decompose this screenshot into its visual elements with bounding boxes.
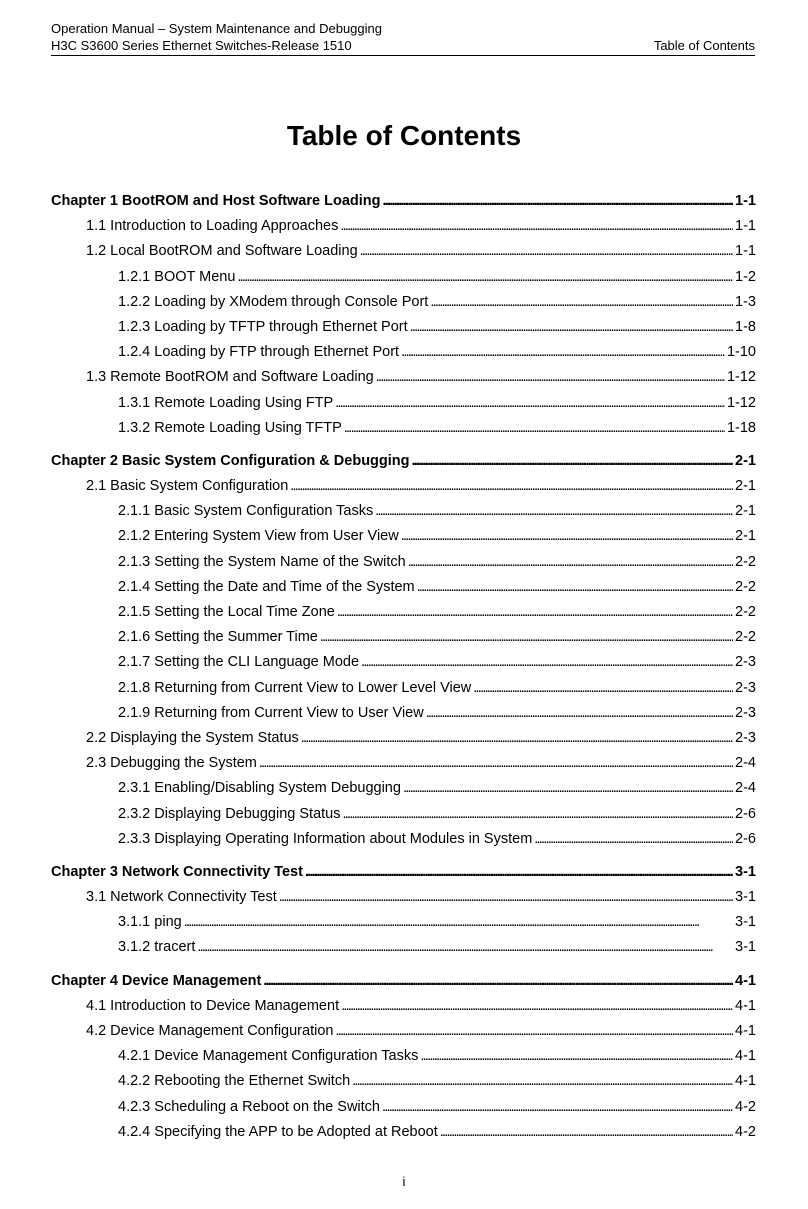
toc-entry-title: 4.2.1 Device Management Configuration Tasks: [118, 1048, 419, 1065]
page-number: i: [402, 1174, 406, 1189]
toc-dot-leader: [440, 1120, 733, 1145]
toc-entry-title: 2.1.4 Setting the Date and Time of the System: [118, 578, 415, 595]
toc-entry-page: 1-2: [735, 268, 756, 285]
table-of-contents: [51, 189, 756, 1145]
toc-entry-title: 4.2 Device Management Configuration: [86, 1023, 334, 1039]
toc-subsection-entry[interactable]: [51, 1095, 756, 1120]
toc-dot-leader: [534, 827, 733, 852]
toc-dot-leader: [430, 290, 733, 315]
toc-dot-leader: [376, 365, 725, 390]
toc-section-entry[interactable]: [51, 726, 756, 751]
toc-dot-leader: [337, 600, 733, 625]
toc-subsection-entry[interactable]: [51, 265, 756, 290]
toc-subsection-entry[interactable]: [51, 315, 756, 340]
toc-entry-page: 3-1: [735, 914, 756, 931]
toc-dot-leader: [335, 391, 725, 416]
toc-dot-leader: [473, 676, 733, 701]
header-product: H3C S3600 Series Ethernet Switches-Release 1510: [51, 38, 352, 53]
toc-dot-leader: [382, 1095, 733, 1120]
toc-dot-leader: [259, 751, 733, 776]
toc-subsection-entry[interactable]: [51, 910, 756, 935]
toc-dot-leader: [412, 449, 734, 474]
toc-entry-title: 2.3.3 Displaying Operating Information about Modules in System: [118, 830, 533, 847]
toc-entry-page: 4-1: [735, 972, 756, 989]
toc-entry-title: 2.2 Displaying the System Status: [86, 729, 299, 746]
toc-entry-title: 2.1 Basic System Configuration: [86, 478, 289, 495]
toc-subsection-entry[interactable]: [51, 600, 756, 625]
toc-subsection-entry[interactable]: [51, 391, 756, 416]
toc-dot-leader: [375, 499, 733, 524]
toc-dot-leader: [352, 1069, 733, 1094]
toc-dot-leader: [426, 701, 733, 726]
toc-entry-title: 2.3.1 Enabling/Disabling System Debugging: [118, 780, 401, 797]
toc-entry-page: 1-8: [735, 318, 756, 335]
toc-entry-page: 2-4: [735, 780, 756, 797]
toc-subsection-entry[interactable]: [51, 625, 756, 650]
toc-entry-page: 4-2: [735, 1123, 756, 1140]
toc-entry-page: 2-2: [735, 604, 756, 620]
toc-entry-page: 4-1: [735, 1073, 756, 1090]
toc-entry-title: 3.1 Network Connectivity Test: [86, 889, 277, 906]
toc-entry-title: 2.1.7 Setting the CLI Language Mode: [118, 654, 360, 671]
header-manual-title: Operation Manual – System Maintenance and Debugging: [51, 21, 382, 36]
toc-entry-title: 4.2.3 Scheduling a Reboot on the Switch: [118, 1098, 380, 1115]
toc-entry-page: 4-1: [735, 997, 756, 1014]
toc-subsection-entry[interactable]: [51, 575, 756, 600]
toc-dot-leader: [197, 935, 733, 960]
toc-entry-title: 4.1 Introduction to Device Management: [86, 997, 340, 1014]
toc-entry-title: 1.2 Local BootROM and Software Loading: [86, 243, 358, 260]
toc-section-entry[interactable]: [51, 751, 756, 776]
toc-entry-title: 3.1.1 ping: [118, 914, 182, 931]
toc-dot-leader: [290, 474, 733, 499]
header-row: [51, 37, 755, 54]
toc-entry-page: 1-10: [726, 344, 756, 361]
toc-entry-title: 1.1 Introduction to Loading Approaches: [86, 218, 339, 235]
toc-entry-title: 1.3 Remote BootROM and Software Loading: [86, 369, 374, 386]
toc-entry-page: 2-6: [735, 805, 756, 822]
toc-section-entry[interactable]: [51, 474, 756, 499]
toc-entry-title: 2.3.2 Displaying Debugging Status: [118, 805, 341, 822]
toc-subsection-entry[interactable]: [51, 676, 756, 701]
toc-entry-page: 2-1: [735, 478, 756, 495]
toc-entry-page: 3-1: [735, 889, 756, 906]
toc-dot-leader: [342, 802, 733, 827]
toc-dot-leader: [360, 239, 733, 264]
toc-entry-page: 2-1: [735, 528, 756, 545]
toc-entry-title: 1.2.3 Loading by TFTP through Ethernet Port: [118, 318, 408, 335]
toc-entry-page: 3-1: [735, 939, 756, 956]
toc-section-entry[interactable]: [51, 365, 756, 390]
toc-dot-leader: [420, 1044, 733, 1069]
toc-entry-title: 4.2.4 Specifying the APP to be Adopted at Reboot: [118, 1123, 438, 1140]
toc-dot-leader: [279, 885, 733, 910]
toc-entry-title: Chapter 3 Network Connectivity Test: [51, 863, 303, 880]
toc-entry-page: 2-6: [735, 830, 756, 847]
toc-chapter-entry[interactable]: [51, 860, 756, 885]
toc-entry-page: 1-12: [726, 369, 756, 386]
toc-subsection-entry[interactable]: [51, 340, 756, 365]
toc-subsection-entry[interactable]: [51, 550, 756, 575]
toc-subsection-entry[interactable]: [51, 827, 756, 852]
toc-dot-leader: [320, 625, 733, 650]
toc-subsection-entry[interactable]: [51, 416, 756, 441]
toc-subsection-entry[interactable]: [51, 776, 756, 801]
toc-entry-title: 2.1.1 Basic System Configuration Tasks: [118, 503, 374, 520]
toc-entry-title: 1.2.2 Loading by XModem through Console Port: [118, 293, 429, 310]
toc-entry-title: 2.1.2 Entering System View from User View: [118, 528, 399, 545]
toc-entry-title: 4.2.2 Rebooting the Ethernet Switch: [118, 1073, 351, 1090]
toc-entry-page: 4-1: [735, 1048, 756, 1065]
toc-chapter-entry[interactable]: [51, 969, 756, 994]
toc-entry-title: 2.1.9 Returning from Current View to User View: [118, 704, 424, 721]
toc-dot-leader: [417, 575, 733, 600]
toc-entry-page: 2-3: [735, 679, 756, 696]
toc-entry-title: 2.1.3 Setting the System Name of the Switch: [118, 553, 406, 570]
toc-dot-leader: [403, 776, 733, 801]
header-section: Table of Contents: [653, 38, 755, 53]
toc-subsection-entry[interactable]: [51, 290, 756, 315]
toc-dot-leader: [344, 416, 725, 441]
toc-dot-leader: [184, 910, 733, 935]
toc-entry-title: 2.1.8 Returning from Current View to Lower Level View: [118, 679, 472, 696]
toc-entry-page: 1-1: [735, 243, 756, 260]
toc-section-entry[interactable]: [51, 1019, 756, 1044]
toc-entry-page: 1-1: [735, 218, 756, 235]
toc-entry-page: 2-3: [735, 654, 756, 671]
toc-entry-title: Chapter 4 Device Management: [51, 972, 262, 989]
toc-section-entry[interactable]: [51, 885, 756, 910]
toc-entry-page: 2-3: [735, 704, 756, 721]
toc-entry-page: 1-18: [726, 419, 756, 436]
toc-subsection-entry[interactable]: [51, 802, 756, 827]
toc-entry-page: 2-1: [735, 503, 756, 520]
toc-entry-page: 2-2: [735, 629, 756, 646]
toc-dot-leader: [335, 1019, 733, 1044]
toc-entry-page: 1-1: [735, 193, 756, 209]
toc-dot-leader: [382, 189, 733, 214]
toc-entry-title: 1.3.2 Remote Loading Using TFTP: [118, 419, 342, 436]
toc-entry-page: 2-2: [735, 578, 756, 595]
toc-subsection-entry[interactable]: [51, 701, 756, 726]
toc-entry-page: 4-1: [735, 1023, 756, 1039]
toc-entry-page: 3-1: [735, 863, 756, 880]
page-header: [51, 20, 755, 56]
toc-dot-leader: [410, 315, 733, 340]
toc-subsection-entry[interactable]: [51, 1044, 756, 1069]
toc-dot-leader: [408, 550, 733, 575]
toc-entry-title: Chapter 1 BootROM and Host Software Loading: [51, 193, 381, 209]
toc-entry-title: 2.3 Debugging the System: [86, 755, 257, 772]
toc-entry-title: 2.1.6 Setting the Summer Time: [118, 629, 318, 646]
toc-subsection-entry[interactable]: [51, 650, 756, 675]
toc-dot-leader: [263, 969, 733, 994]
toc-subsection-entry[interactable]: [51, 1120, 756, 1145]
toc-dot-leader: [301, 726, 733, 751]
toc-subsection-entry[interactable]: [51, 524, 756, 549]
toc-entry-title: Chapter 2 Basic System Configuration & Debugging: [51, 452, 410, 469]
toc-entry-page: 2-2: [735, 553, 756, 570]
toc-dot-leader: [401, 524, 733, 549]
toc-entry-title: 2.1.5 Setting the Local Time Zone: [118, 604, 335, 620]
toc-subsection-entry[interactable]: [51, 935, 756, 960]
toc-entry-page: 1-3: [735, 293, 756, 310]
toc-chapter-entry[interactable]: [51, 449, 756, 474]
toc-dot-leader: [341, 994, 733, 1019]
toc-entry-title: 1.2.4 Loading by FTP through Ethernet Port: [118, 344, 400, 361]
toc-section-entry[interactable]: [51, 994, 756, 1019]
toc-entry-page: 2-1: [735, 452, 756, 469]
toc-entry-page: 2-3: [735, 729, 756, 746]
toc-subsection-entry[interactable]: [51, 499, 756, 524]
toc-entry-title: 3.1.2 tracert: [118, 939, 196, 956]
toc-dot-leader: [340, 214, 733, 239]
toc-dot-leader: [305, 860, 733, 885]
toc-chapter-entry[interactable]: [51, 189, 756, 214]
toc-entry-page: 4-2: [735, 1098, 756, 1115]
toc-dot-leader: [401, 340, 725, 365]
toc-section-entry[interactable]: [51, 214, 756, 239]
page-title: Table of Contents: [286, 120, 522, 151]
toc-dot-leader: [237, 265, 733, 290]
toc-entry-title: 1.2.1 BOOT Menu: [118, 268, 236, 285]
toc-subsection-entry[interactable]: [51, 1069, 756, 1094]
toc-entry-page: 1-12: [726, 394, 756, 411]
toc-dot-leader: [361, 650, 733, 675]
toc-entry-title: 1.3.1 Remote Loading Using FTP: [118, 394, 334, 411]
toc-entry-page: 2-4: [735, 755, 756, 772]
toc-section-entry[interactable]: [51, 239, 756, 264]
